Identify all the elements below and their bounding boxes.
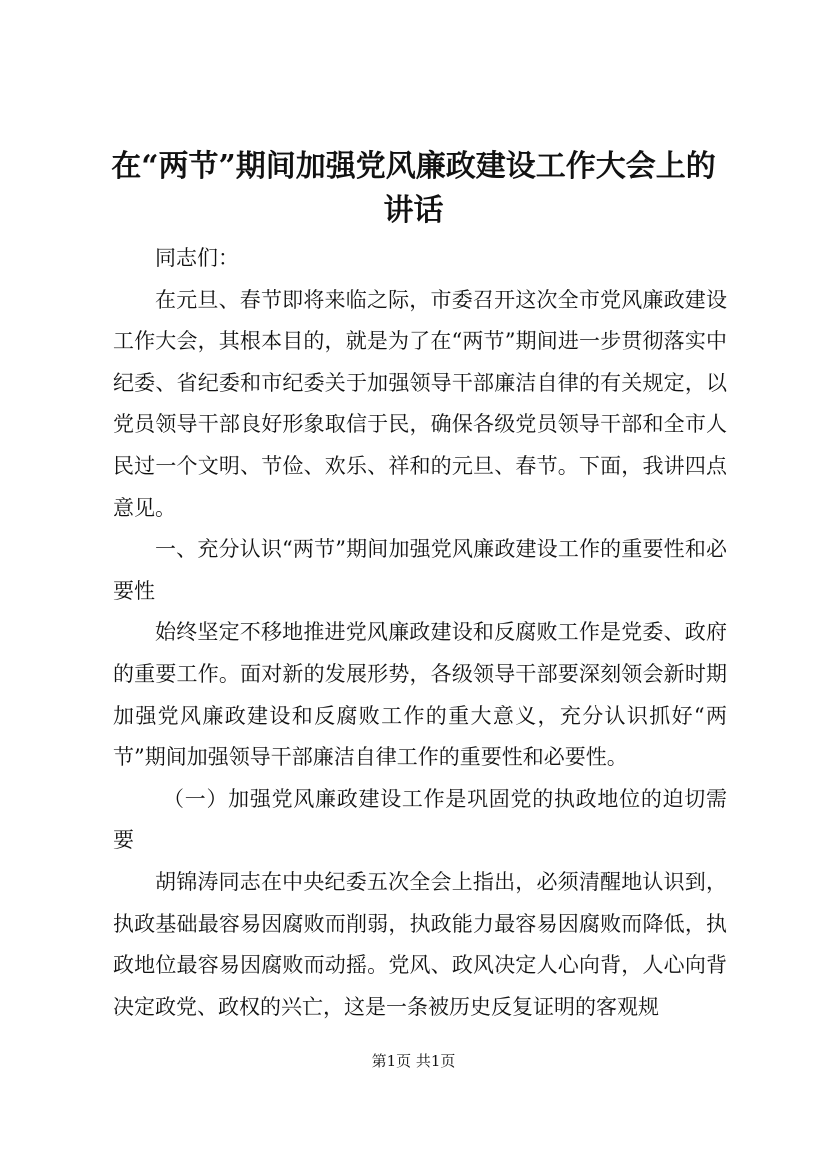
section-heading-1: 一、充分认识“两节”期间加强党风廉政建设工作的重要性和必要性 [113,537,727,603]
paragraph-section-1: 始终坚定不移地推进党风廉政建设和反腐败工作是党委、政府的重要工作。面对新的发展形势，各级领导干部要深刻领会新时期加强党风廉政建设和反腐败工作的重大意义，充分认识抓好“两节”期间加强领导干部廉洁自律工作的重要性和必要性。 [113,620,727,770]
paragraph-subsection-1: 胡锦涛同志在中央纪委五次全会上指出，必须清醒地认识到，执政基础最容易因腐败而削弱，执政能力最容易因腐败而降低，执政地位最容易因腐败而动摇。党风、政风决定人心向背，人心向背决定政党、政权的兴亡，这是一条被历史反复证明的客观规 [113,869,727,1019]
paragraph-intro: 在元旦、春节即将来临之际，市委召开这次全市党风廉政建设工作大会，其根本目的，就是为了在“两节”期间进一步贯彻落实中纪委、省纪委和市纪委关于加强领导干部廉洁自律的有关规定，以党员领导干部良好形象取信于民，确保各级党员领导干部和全市人民过一个文明、节俭、欢乐、祥和的元旦、春节。下面，我讲四点意见。 [113,287,727,520]
page-footer: 第1页 共1页 [371,1052,456,1070]
greeting: 同志们： [155,246,239,270]
document-title: 在“两节”期间加强党风廉政建设工作大会上的讲话 [111,149,716,228]
document-body [113,238,727,1028]
subsection-heading-1: （一）加强党风廉政建设工作是巩固党的执政地位的迫切需要 [113,786,727,853]
